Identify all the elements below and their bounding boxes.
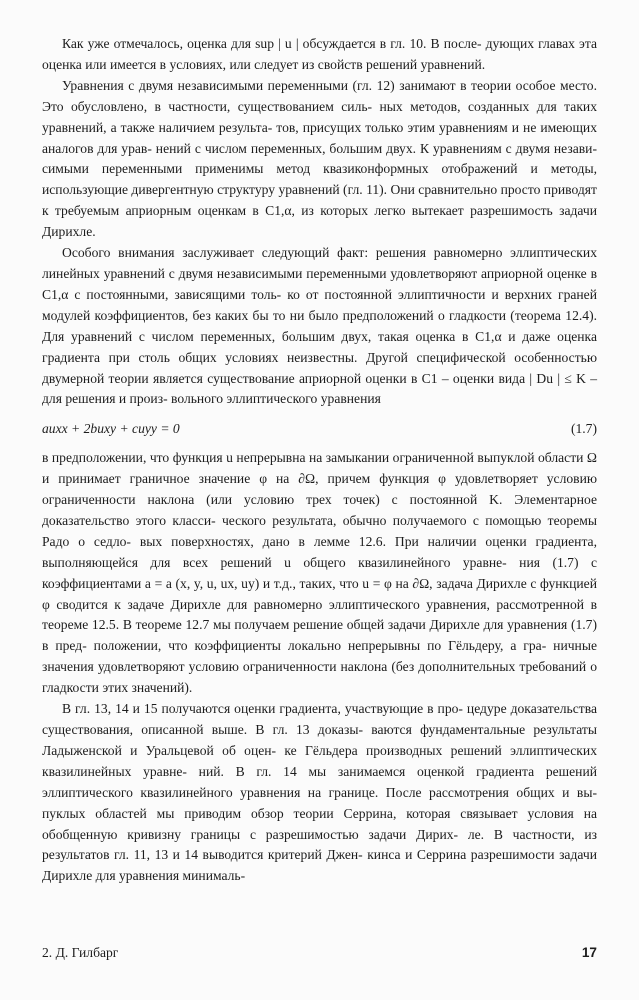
paragraph-2: Уравнения с двумя независимыми переменными (гл. 12) занимают в теории особое место. Это обусловлено, в частности, существованием силь- ных методов, созданных для таких уравнений, а также наличием результа- тов, присущих только этим уравнениям и не имеющих аналогов для урав- нений с числом переменных, большим двух. К уравнениям с двумя незави- симыми переменными применимы метод квазиконформных отображений и методы, использующие дивергентную структуру уравнений (гл. 11). Они сравнительно просто приводят к требуемым априорным оценкам в C1,α, из которых легко вытекает разрешимость задачи Дирихле.: [42, 77, 597, 240]
equation-1-7: [42, 419, 597, 440]
page-number: 17: [581, 945, 597, 960]
paragraph-5: В гл. 13, 14 и 15 получаются оценки градиента, участвующие в про- цедуре доказательства существования, описанной выше. В гл. 13 доказы- ваются фундаментальные результаты Ладыженской и Уральцевой об оцен- ке Гёльдера производных решений эллиптических квазилинейных уравне- ний. В гл. 14 мы занимаемся оценкой градиента решений эллиптического квазилинейного уравнения на границе. После рассмотрения общих и вы- пуклых областей мы приводим обзор теории Серрина, которая связывает условия на обобщенную кривизну границы с разрешимостью задачи Дирих- ле. В частности, из результатов гл. 11, 13 и 14 выводится критерий Джен- кинса и Серрина разрешимости задачи Дирихле для уравнения минималь-: [42, 701, 597, 884]
signature-mark: 2. Д. Гилбарг: [42, 945, 119, 960]
paragraph-4: в предположении, что функция u непрерывна на замыкании ограниченной выпуклой области Ω и принимает граничное значение φ на ∂Ω, причем функция φ удовлетворяет условию ограниченности наклона (или условию трех точек) с постоянной K. Элементарное доказательство этого класси- ческого результата, обычно получаемого с помощью теоремы Радо о седло- вых поверхностях, дано в лемме 12.6. При наличии оценки градиента, выполняющейся для всех решений u общего квазилинейного уравне- ния (1.7) с коэффициентами a = a (x, y, u, ux, uy) и т.д., таких, что u = φ на ∂Ω, задача Дирихле с функцией φ сводится к задаче Дирихле для равномерно эллиптического уравнения, рассмотренной в теореме 12.5. В теореме 12.7 мы получаем решение общей задачи Дирихле для уравнения (1.7) в пред- положении, что коэффициенты локально непрерывны по Гёльдеру, а гра- ничные значения удовлетворяют условию ограниченности наклона (без дополнительных требований о гладкости этих значений).: [42, 450, 597, 696]
paragraph-3: Особого внимания заслуживает следующий факт: решения равномерно эллиптических линейных уравнений с двумя независимыми переменными удовлетворяют априорной оценке в C1,α с постоянными, зависящими толь- ко от постоянной эллиптичности и верхних граней модулей коэффициентов, без каких бы то ни было предположений о гладкости (теорема 12.4). Для уравнений с числом переменных, большим двух, такая оценка в C1,α и даже оценка градиента при столь общих условиях неизвестны. Другой специфической особенностью двумерной теории является существование априорной оценки в C1 – оценки вида | Du | ≤ K – для решения и произ- вольного эллиптического уравнения: [42, 245, 597, 407]
equation-number: (1.7): [570, 421, 597, 437]
equation-formula: auxx + 2buxy + cuyy = 0: [42, 421, 180, 437]
page-body: [42, 34, 597, 887]
paragraph-1: Как уже отмечалось, оценка для sup | u | обсуждается в гл. 10. В после- дующих главах эта оценка или имеется в условиях, или следует из свойств решений уравнений.: [42, 36, 597, 72]
page-footer: [42, 945, 597, 961]
